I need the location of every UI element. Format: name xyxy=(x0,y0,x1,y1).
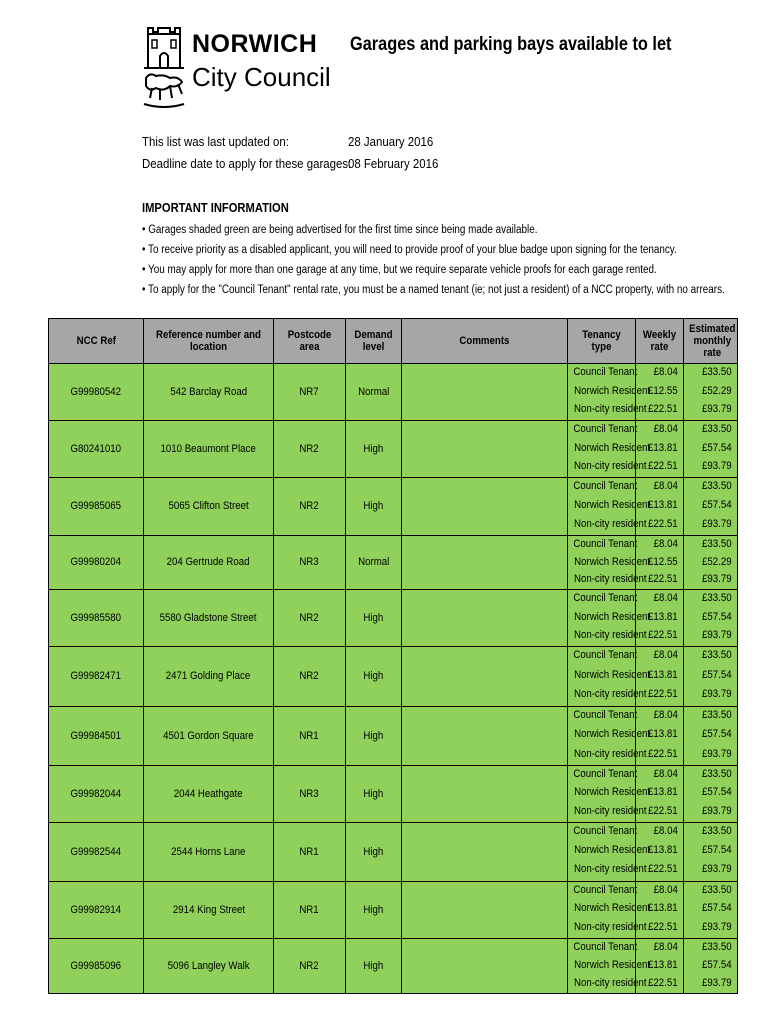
table-row xyxy=(49,646,738,706)
location-cell: 2044 Heathgate xyxy=(144,765,274,822)
weekly-rate-cell-line: £22.51 xyxy=(648,403,678,416)
monthly-rate-cell-line: £33.50 xyxy=(702,422,732,435)
weekly-rate-cell-line: £8.04 xyxy=(654,767,679,780)
weekly-rate-cell-line: £8.04 xyxy=(654,708,679,721)
info-bullet: • Garages shaded green are being advertised for the first time since being made available. xyxy=(142,224,538,236)
postcode-cell: NR1 xyxy=(274,706,346,765)
tenancy-type-cell-line: Non-city resident xyxy=(573,629,647,642)
header-tenancy: Tenancy type xyxy=(568,319,636,364)
postcode-cell: NR2 xyxy=(274,589,346,646)
demand-cell: High xyxy=(346,881,402,938)
demand-cell: High xyxy=(346,477,402,535)
tenancy-type-cell-line: Council Tenant xyxy=(573,422,638,435)
postcode-cell: NR2 xyxy=(274,477,346,535)
demand-cell: High xyxy=(346,765,402,822)
monthly-rate-cell-line: £33.50 xyxy=(702,591,732,604)
monthly-rate-cell xyxy=(684,535,738,589)
comments-cell xyxy=(402,881,568,938)
tenancy-type-cell-line: Norwich Resident xyxy=(574,610,651,623)
ncc-ref-cell: G99985580 xyxy=(49,589,144,646)
tenancy-type-cell-line: Council Tenant xyxy=(573,648,638,661)
tenancy-type-cell-line: Council Tenant xyxy=(573,591,638,604)
updated-label: This list was last updated on: xyxy=(142,134,289,149)
monthly-rate-cell-line: £33.50 xyxy=(702,708,732,721)
monthly-rate-cell-line: £33.50 xyxy=(702,366,732,378)
monthly-rate-cell-line: £52.29 xyxy=(702,555,732,568)
demand-cell: High xyxy=(346,589,402,646)
weekly-rate-cell-line: £13.81 xyxy=(648,728,678,741)
header-location: Reference number and location xyxy=(144,319,274,364)
monthly-rate-cell-line: £93.79 xyxy=(702,805,732,818)
tenancy-type-cell-line: Norwich Resident xyxy=(574,384,651,397)
weekly-rate-cell-line: £22.51 xyxy=(648,863,678,876)
tenancy-type-cell-line: Council Tenant xyxy=(573,537,638,550)
weekly-rate-cell-line: £8.04 xyxy=(654,479,679,492)
monthly-rate-cell-line: £57.54 xyxy=(702,498,732,511)
tenancy-type-cell-line: Norwich Resident xyxy=(574,844,651,857)
monthly-rate-cell-line: £33.50 xyxy=(702,537,732,550)
monthly-rate-cell xyxy=(684,420,738,477)
location-cell: 204 Gertrude Road xyxy=(144,535,274,589)
postcode-cell: NR3 xyxy=(274,535,346,589)
location-cell: 2471 Golding Place xyxy=(144,646,274,706)
weekly-rate-cell-line: £8.04 xyxy=(654,648,679,661)
demand-cell: High xyxy=(346,646,402,706)
monthly-rate-cell-line: £57.54 xyxy=(702,958,732,971)
tenancy-type-cell-line: Non-city resident xyxy=(573,921,647,934)
tenancy-type-cell-line: Norwich Resident xyxy=(574,902,651,915)
updated-date: 28 January 2016 xyxy=(348,134,434,149)
tenancy-type-cell-line: Council Tenant xyxy=(573,767,638,780)
tenancy-type-cell-line: Non-city resident xyxy=(573,403,647,416)
info-bullet: • To receive priority as a disabled applicant, you will need to provide proof of your blue badge upon signing for the tenancy. xyxy=(142,244,677,256)
table-header-row xyxy=(49,319,738,364)
tenancy-type-cell xyxy=(568,589,651,646)
monthly-rate-cell xyxy=(684,364,738,421)
tenancy-type-cell-line: Council Tenant xyxy=(573,366,638,378)
tenancy-type-cell-line: Norwich Resident xyxy=(574,668,651,681)
monthly-rate-cell-line: £33.50 xyxy=(702,648,732,661)
weekly-rate-cell-line: £13.81 xyxy=(648,610,678,623)
table-row xyxy=(49,420,738,477)
weekly-rate-cell-line: £13.81 xyxy=(648,668,678,681)
weekly-rate-cell-line: £22.51 xyxy=(648,629,678,642)
weekly-rate-cell-line: £8.04 xyxy=(654,366,679,378)
tenancy-type-cell-line: Norwich Resident xyxy=(574,786,651,799)
monthly-rate-cell xyxy=(684,938,738,993)
tenancy-type-cell-line: Non-city resident xyxy=(573,863,647,876)
monthly-rate-cell-line: £52.29 xyxy=(702,384,732,397)
tenancy-type-cell-line: Non-city resident xyxy=(573,460,647,473)
tenancy-type-cell-line: Council Tenant xyxy=(573,708,638,721)
weekly-rate-cell-line: £12.55 xyxy=(648,384,678,397)
comments-cell xyxy=(402,420,568,477)
comments-cell xyxy=(402,706,568,765)
tenancy-type-cell xyxy=(568,477,651,535)
table-row xyxy=(49,706,738,765)
location-cell: 5096 Langley Walk xyxy=(144,938,274,993)
comments-cell xyxy=(402,646,568,706)
comments-cell xyxy=(402,477,568,535)
tenancy-type-cell-line: Norwich Resident xyxy=(574,555,651,568)
table-row xyxy=(49,822,738,881)
monthly-rate-cell-line: £93.79 xyxy=(702,517,732,530)
monthly-rate-cell-line: £33.50 xyxy=(702,940,732,953)
monthly-rate-cell-line: £93.79 xyxy=(702,976,732,989)
weekly-rate-cell-line: £13.81 xyxy=(648,441,678,454)
demand-cell: High xyxy=(346,938,402,993)
postcode-cell: NR2 xyxy=(274,938,346,993)
monthly-rate-cell-line: £57.54 xyxy=(702,902,732,915)
monthly-rate-cell-line: £33.50 xyxy=(702,767,732,780)
tenancy-type-cell xyxy=(568,822,651,881)
logo-norwich-text: NORWICH xyxy=(192,30,318,58)
tenancy-type-cell-line: Non-city resident xyxy=(573,976,647,989)
table-row xyxy=(49,589,738,646)
header-comments: Comments xyxy=(402,319,568,364)
weekly-rate-cell-line: £22.51 xyxy=(648,805,678,818)
monthly-rate-cell xyxy=(684,646,738,706)
tenancy-type-cell-line: Norwich Resident xyxy=(574,498,651,511)
weekly-rate-cell-line: £8.04 xyxy=(654,422,679,435)
table-row xyxy=(49,535,738,589)
tenancy-type-cell xyxy=(568,646,651,706)
weekly-rate-cell-line: £13.81 xyxy=(648,498,678,511)
header-postcode: Postcode area xyxy=(274,319,346,364)
postcode-cell: NR2 xyxy=(274,646,346,706)
demand-cell: Normal xyxy=(346,535,402,589)
comments-cell xyxy=(402,765,568,822)
ncc-ref-cell: G99984501 xyxy=(49,706,144,765)
header-monthly: Estimated monthly rate xyxy=(684,319,738,364)
weekly-rate-cell-line: £8.04 xyxy=(654,824,679,837)
tenancy-type-cell-line: Norwich Resident xyxy=(574,728,651,741)
city-crest-icon xyxy=(140,26,188,112)
comments-cell xyxy=(402,938,568,993)
ncc-ref-cell: G99985065 xyxy=(49,477,144,535)
monthly-rate-cell-line: £93.79 xyxy=(702,747,732,760)
monthly-rate-cell-line: £93.79 xyxy=(702,460,732,473)
tenancy-type-cell xyxy=(568,364,651,421)
tenancy-type-cell xyxy=(568,706,651,765)
weekly-rate-cell-line: £22.51 xyxy=(648,573,678,586)
comments-cell xyxy=(402,364,568,421)
location-cell: 4501 Gordon Square xyxy=(144,706,274,765)
comments-cell xyxy=(402,589,568,646)
table-row xyxy=(49,477,738,535)
table-row xyxy=(49,364,738,421)
garages-table xyxy=(48,318,738,994)
weekly-rate-cell-line: £8.04 xyxy=(654,537,679,550)
location-cell: 542 Barclay Road xyxy=(144,364,274,421)
postcode-cell: NR3 xyxy=(274,765,346,822)
weekly-rate-cell-line: £22.51 xyxy=(648,747,678,760)
location-cell: 2914 King Street xyxy=(144,881,274,938)
monthly-rate-cell-line: £93.79 xyxy=(702,573,732,586)
header-weekly: Weekly rate xyxy=(636,319,684,364)
demand-cell: High xyxy=(346,420,402,477)
monthly-rate-cell-line: £93.79 xyxy=(702,629,732,642)
monthly-rate-cell-line: £57.54 xyxy=(702,668,732,681)
weekly-rate-cell-line: £22.51 xyxy=(648,688,678,701)
location-cell: 5580 Gladstone Street xyxy=(144,589,274,646)
info-bullet: • To apply for the "Council Tenant" rental rate, you must be a named tenant (ie; not just a resident) of a NCC property, with no arrears. xyxy=(142,284,725,296)
tenancy-type-cell-line: Non-city resident xyxy=(573,688,647,701)
ncc-ref-cell: G99980204 xyxy=(49,535,144,589)
page-title: Garages and parking bays available to let xyxy=(350,34,672,55)
ncc-ref-cell: G99982044 xyxy=(49,765,144,822)
tenancy-type-cell-line: Non-city resident xyxy=(573,573,647,586)
weekly-rate-cell-line: £13.81 xyxy=(648,958,678,971)
tenancy-type-cell-line: Council Tenant xyxy=(573,940,638,953)
tenancy-type-cell-line: Norwich Resident xyxy=(574,958,651,971)
tenancy-type-cell-line: Council Tenant xyxy=(573,479,638,492)
ncc-ref-cell: G99982914 xyxy=(49,881,144,938)
weekly-rate-cell-line: £22.51 xyxy=(648,517,678,530)
tenancy-type-cell-line: Non-city resident xyxy=(573,517,647,530)
comments-cell xyxy=(402,535,568,589)
monthly-rate-cell-line: £93.79 xyxy=(702,403,732,416)
ncc-ref-cell: G80241010 xyxy=(49,420,144,477)
ncc-ref-cell: G99982471 xyxy=(49,646,144,706)
monthly-rate-cell-line: £93.79 xyxy=(702,688,732,701)
tenancy-type-cell xyxy=(568,535,651,589)
weekly-rate-cell-line: £22.51 xyxy=(648,921,678,934)
demand-cell: High xyxy=(346,706,402,765)
monthly-rate-cell-line: £57.54 xyxy=(702,786,732,799)
weekly-rate-cell-line: £8.04 xyxy=(654,591,679,604)
logo-city-council-text: City Council xyxy=(192,62,331,92)
tenancy-type-cell xyxy=(568,765,651,822)
location-cell: 5065 Clifton Street xyxy=(144,477,274,535)
tenancy-type-cell-line: Council Tenant xyxy=(573,883,638,896)
monthly-rate-cell-line: £93.79 xyxy=(702,921,732,934)
weekly-rate-cell-line: £8.04 xyxy=(654,940,679,953)
monthly-rate-cell-line: £93.79 xyxy=(702,863,732,876)
monthly-rate-cell xyxy=(684,881,738,938)
postcode-cell: NR1 xyxy=(274,881,346,938)
monthly-rate-cell-line: £33.50 xyxy=(702,883,732,896)
tenancy-type-cell-line: Non-city resident xyxy=(573,805,647,818)
postcode-cell: NR1 xyxy=(274,822,346,881)
norwich-city-council-logo xyxy=(140,26,331,116)
table-row xyxy=(49,765,738,822)
tenancy-type-cell xyxy=(568,938,651,993)
ncc-ref-cell: G99982544 xyxy=(49,822,144,881)
weekly-rate-cell-line: £13.81 xyxy=(648,844,678,857)
ncc-ref-cell: G99980542 xyxy=(49,364,144,421)
tenancy-type-cell-line: Non-city resident xyxy=(573,747,647,760)
monthly-rate-cell xyxy=(684,706,738,765)
ncc-ref-cell: G99985096 xyxy=(49,938,144,993)
weekly-rate-cell-line: £13.81 xyxy=(648,902,678,915)
deadline-date: 08 February 2016 xyxy=(348,156,439,171)
tenancy-type-cell-line: Norwich Resident xyxy=(574,441,651,454)
comments-cell xyxy=(402,822,568,881)
monthly-rate-cell-line: £33.50 xyxy=(702,479,732,492)
important-info-heading: IMPORTANT INFORMATION xyxy=(142,200,289,215)
demand-cell: High xyxy=(346,822,402,881)
tenancy-type-cell xyxy=(568,420,651,477)
monthly-rate-cell xyxy=(684,477,738,535)
monthly-rate-cell-line: £57.54 xyxy=(702,610,732,623)
location-cell: 1010 Beaumont Place xyxy=(144,420,274,477)
weekly-rate-cell-line: £22.51 xyxy=(648,460,678,473)
monthly-rate-cell-line: £33.50 xyxy=(702,824,732,837)
monthly-rate-cell xyxy=(684,589,738,646)
table-row xyxy=(49,881,738,938)
deadline-label: Deadline date to apply for these garages: xyxy=(142,156,352,171)
monthly-rate-cell xyxy=(684,822,738,881)
postcode-cell: NR7 xyxy=(274,364,346,421)
weekly-rate-cell-line: £13.81 xyxy=(648,786,678,799)
table-row xyxy=(49,938,738,993)
monthly-rate-cell-line: £57.54 xyxy=(702,844,732,857)
weekly-rate-cell-line: £8.04 xyxy=(654,883,679,896)
weekly-rate-cell-line: £12.55 xyxy=(648,555,678,568)
demand-cell: Normal xyxy=(346,364,402,421)
postcode-cell: NR2 xyxy=(274,420,346,477)
monthly-rate-cell-line: £57.54 xyxy=(702,441,732,454)
monthly-rate-cell xyxy=(684,765,738,822)
header-demand: Demand level xyxy=(346,319,402,364)
location-cell: 2544 Horns Lane xyxy=(144,822,274,881)
info-bullet: • You may apply for more than one garage at any time, but we require separate vehicle proofs for each garage rented. xyxy=(142,264,657,276)
monthly-rate-cell-line: £57.54 xyxy=(702,728,732,741)
tenancy-type-cell-line: Council Tenant xyxy=(573,824,638,837)
tenancy-type-cell xyxy=(568,881,651,938)
weekly-rate-cell-line: £22.51 xyxy=(648,976,678,989)
header-ncc-ref: NCC Ref xyxy=(49,319,144,364)
